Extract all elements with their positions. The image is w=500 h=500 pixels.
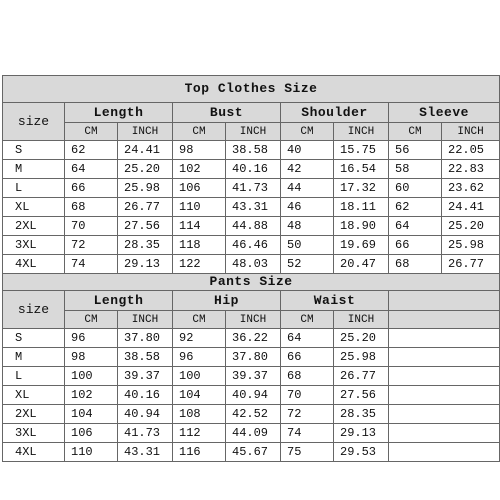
top-value-cell: 25.98 xyxy=(118,179,173,198)
pants-empty-cell xyxy=(389,386,500,405)
top-value-cell: 22.83 xyxy=(442,160,500,179)
top-value-cell: 19.69 xyxy=(334,236,389,255)
size-table xyxy=(2,75,500,462)
pants-table-row xyxy=(3,424,500,443)
top-value-cell: 62 xyxy=(389,198,442,217)
pants-value-cell: 96 xyxy=(173,348,226,367)
top-value-cell: 15.75 xyxy=(334,141,389,160)
pants-value-cell: 96 xyxy=(65,329,118,348)
top-value-cell: 40 xyxy=(281,141,334,160)
pants-value-cell: 39.37 xyxy=(226,367,281,386)
pants-table-row xyxy=(3,405,500,424)
top-size-cell: 3XL xyxy=(3,236,65,255)
top-value-cell: 72 xyxy=(65,236,118,255)
top-value-cell: 41.73 xyxy=(226,179,281,198)
top-value-cell: 110 xyxy=(173,198,226,217)
pants-value-cell: 110 xyxy=(65,443,118,462)
pants-unit-header: INCH xyxy=(334,311,389,329)
pants-value-cell: 116 xyxy=(173,443,226,462)
pants-empty-cell xyxy=(389,329,500,348)
top-value-cell: 46 xyxy=(281,198,334,217)
pants-group-row xyxy=(3,291,500,311)
size-chart xyxy=(2,75,499,462)
pants-value-cell: 64 xyxy=(281,329,334,348)
pants-empty-cell xyxy=(389,405,500,424)
top-value-cell: 64 xyxy=(65,160,118,179)
top-group-row xyxy=(3,103,500,123)
pants-value-cell: 100 xyxy=(65,367,118,386)
top-value-cell: 25.20 xyxy=(442,217,500,236)
pants-table-row xyxy=(3,329,500,348)
top-value-cell: 20.47 xyxy=(334,255,389,274)
top-table-row xyxy=(3,179,500,198)
pants-empty-cell xyxy=(389,443,500,462)
top-table-row xyxy=(3,255,500,274)
top-value-cell: 118 xyxy=(173,236,226,255)
top-value-cell: 64 xyxy=(389,217,442,236)
pants-value-cell: 42.52 xyxy=(226,405,281,424)
top-value-cell: 98 xyxy=(173,141,226,160)
pants-table-title: Pants Size xyxy=(3,274,500,291)
top-value-cell: 122 xyxy=(173,255,226,274)
pants-value-cell: 26.77 xyxy=(334,367,389,386)
top-value-cell: 102 xyxy=(173,160,226,179)
top-value-cell: 18.11 xyxy=(334,198,389,217)
top-value-cell: 74 xyxy=(65,255,118,274)
pants-size-cell: 4XL xyxy=(3,443,65,462)
top-value-cell: 44 xyxy=(281,179,334,198)
top-table-row xyxy=(3,160,500,179)
top-value-cell: 58 xyxy=(389,160,442,179)
pants-size-cell: S xyxy=(3,329,65,348)
top-unit-header: CM xyxy=(281,123,334,141)
top-value-cell: 60 xyxy=(389,179,442,198)
top-value-cell: 27.56 xyxy=(118,217,173,236)
top-size-cell: 4XL xyxy=(3,255,65,274)
top-table-row xyxy=(3,236,500,255)
top-size-cell: 2XL xyxy=(3,217,65,236)
pants-value-cell: 98 xyxy=(65,348,118,367)
top-value-cell: 25.98 xyxy=(442,236,500,255)
pants-value-cell: 40.94 xyxy=(226,386,281,405)
top-value-cell: 16.54 xyxy=(334,160,389,179)
top-table-row xyxy=(3,217,500,236)
top-value-cell: 28.35 xyxy=(118,236,173,255)
top-unit-header: INCH xyxy=(118,123,173,141)
top-unit-row xyxy=(3,123,500,141)
pants-unit-header: CM xyxy=(65,311,118,329)
pants-table-row xyxy=(3,443,500,462)
top-value-cell: 114 xyxy=(173,217,226,236)
top-value-cell: 22.05 xyxy=(442,141,500,160)
top-size-cell: S xyxy=(3,141,65,160)
pants-value-cell: 25.98 xyxy=(334,348,389,367)
pants-value-cell: 44.09 xyxy=(226,424,281,443)
pants-value-cell: 45.67 xyxy=(226,443,281,462)
pants-value-cell: 104 xyxy=(65,405,118,424)
pants-empty-cell xyxy=(389,424,500,443)
top-table-title: Top Clothes Size xyxy=(3,76,500,103)
pants-value-cell: 102 xyxy=(65,386,118,405)
pants-value-cell: 37.80 xyxy=(226,348,281,367)
pants-group-header: Hip xyxy=(173,291,281,311)
top-group-header: Length xyxy=(65,103,173,123)
top-value-cell: 70 xyxy=(65,217,118,236)
pants-size-cell: M xyxy=(3,348,65,367)
pants-value-cell: 29.53 xyxy=(334,443,389,462)
top-unit-header: CM xyxy=(389,123,442,141)
pants-size-cell: L xyxy=(3,367,65,386)
top-value-cell: 50 xyxy=(281,236,334,255)
top-value-cell: 24.41 xyxy=(442,198,500,217)
pants-unit-header: CM xyxy=(173,311,226,329)
top-group-header: Sleeve xyxy=(389,103,500,123)
pants-value-cell: 28.35 xyxy=(334,405,389,424)
top-value-cell: 40.16 xyxy=(226,160,281,179)
top-title-row xyxy=(3,76,500,103)
top-value-cell: 17.32 xyxy=(334,179,389,198)
top-value-cell: 46.46 xyxy=(226,236,281,255)
pants-value-cell: 41.73 xyxy=(118,424,173,443)
pants-value-cell: 37.80 xyxy=(118,329,173,348)
pants-table-row xyxy=(3,386,500,405)
top-value-cell: 18.90 xyxy=(334,217,389,236)
pants-size-cell: XL xyxy=(3,386,65,405)
top-unit-header: CM xyxy=(173,123,226,141)
top-value-cell: 26.77 xyxy=(442,255,500,274)
top-value-cell: 56 xyxy=(389,141,442,160)
pants-size-cell: 2XL xyxy=(3,405,65,424)
pants-value-cell: 106 xyxy=(65,424,118,443)
pants-value-cell: 108 xyxy=(173,405,226,424)
pants-value-cell: 29.13 xyxy=(334,424,389,443)
pants-unit-header: INCH xyxy=(226,311,281,329)
pants-group-header xyxy=(389,291,500,311)
top-size-cell: XL xyxy=(3,198,65,217)
pants-value-cell: 104 xyxy=(173,386,226,405)
top-unit-header: CM xyxy=(65,123,118,141)
top-value-cell: 23.62 xyxy=(442,179,500,198)
pants-group-header: Waist xyxy=(281,291,389,311)
pants-value-cell: 36.22 xyxy=(226,329,281,348)
pants-value-cell: 38.58 xyxy=(118,348,173,367)
pants-value-cell: 39.37 xyxy=(118,367,173,386)
top-value-cell: 68 xyxy=(65,198,118,217)
top-unit-header: INCH xyxy=(226,123,281,141)
pants-value-cell: 40.16 xyxy=(118,386,173,405)
pants-unit-row xyxy=(3,311,500,329)
top-table-row xyxy=(3,198,500,217)
top-table-row xyxy=(3,141,500,160)
pants-value-cell: 25.20 xyxy=(334,329,389,348)
top-unit-header: INCH xyxy=(442,123,500,141)
top-unit-header: INCH xyxy=(334,123,389,141)
pants-unit-header: INCH xyxy=(118,311,173,329)
pants-value-cell: 27.56 xyxy=(334,386,389,405)
top-value-cell: 44.88 xyxy=(226,217,281,236)
pants-value-cell: 74 xyxy=(281,424,334,443)
pants-value-cell: 40.94 xyxy=(118,405,173,424)
top-value-cell: 66 xyxy=(65,179,118,198)
top-value-cell: 48.03 xyxy=(226,255,281,274)
top-value-cell: 52 xyxy=(281,255,334,274)
top-value-cell: 38.58 xyxy=(226,141,281,160)
pants-empty-cell xyxy=(389,348,500,367)
pants-value-cell: 92 xyxy=(173,329,226,348)
top-value-cell: 42 xyxy=(281,160,334,179)
top-value-cell: 25.20 xyxy=(118,160,173,179)
pants-value-cell: 70 xyxy=(281,386,334,405)
top-value-cell: 62 xyxy=(65,141,118,160)
pants-value-cell: 72 xyxy=(281,405,334,424)
pants-value-cell: 68 xyxy=(281,367,334,386)
top-value-cell: 29.13 xyxy=(118,255,173,274)
top-value-cell: 106 xyxy=(173,179,226,198)
pants-empty-header xyxy=(389,311,500,329)
pants-title-row xyxy=(3,274,500,291)
pants-value-cell: 112 xyxy=(173,424,226,443)
top-value-cell: 26.77 xyxy=(118,198,173,217)
top-group-header: Bust xyxy=(173,103,281,123)
top-size-label: size xyxy=(3,103,65,141)
pants-value-cell: 43.31 xyxy=(118,443,173,462)
pants-size-cell: 3XL xyxy=(3,424,65,443)
top-value-cell: 68 xyxy=(389,255,442,274)
top-group-header: Shoulder xyxy=(281,103,389,123)
top-value-cell: 43.31 xyxy=(226,198,281,217)
pants-size-label: size xyxy=(3,291,65,329)
pants-table-row xyxy=(3,348,500,367)
pants-unit-header: CM xyxy=(281,311,334,329)
pants-value-cell: 100 xyxy=(173,367,226,386)
pants-value-cell: 75 xyxy=(281,443,334,462)
top-value-cell: 24.41 xyxy=(118,141,173,160)
top-size-cell: M xyxy=(3,160,65,179)
pants-value-cell: 66 xyxy=(281,348,334,367)
pants-table-row xyxy=(3,367,500,386)
pants-empty-cell xyxy=(389,367,500,386)
top-value-cell: 66 xyxy=(389,236,442,255)
top-size-cell: L xyxy=(3,179,65,198)
pants-group-header: Length xyxy=(65,291,173,311)
top-value-cell: 48 xyxy=(281,217,334,236)
